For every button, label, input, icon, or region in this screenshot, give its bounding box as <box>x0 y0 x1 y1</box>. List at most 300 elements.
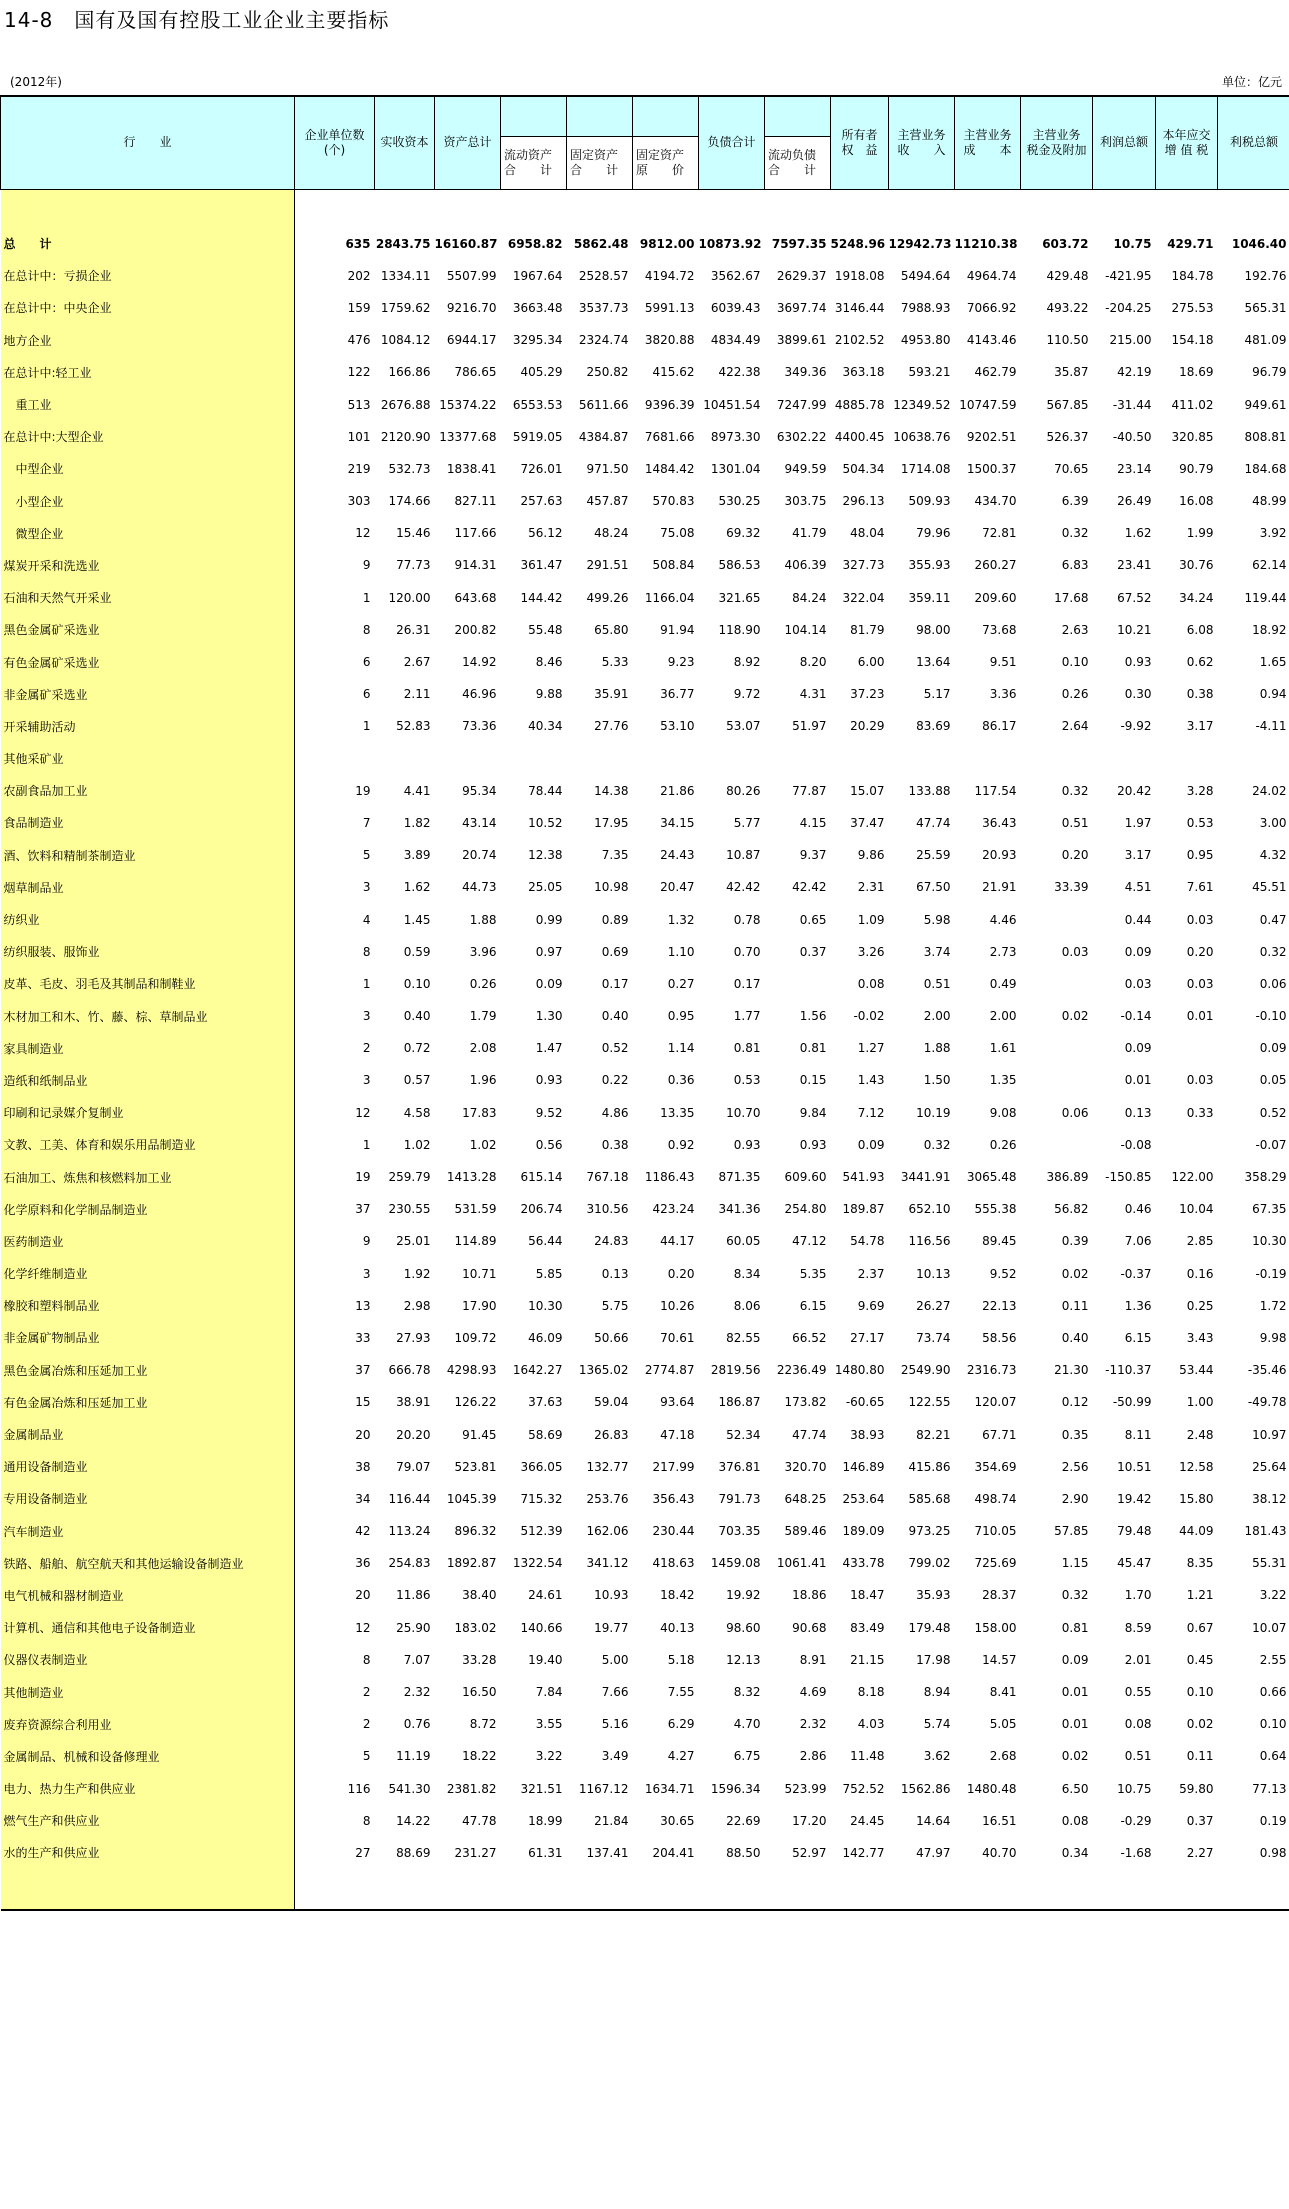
table-cell: 0.03 <box>1124 976 1152 991</box>
industry-name: 电力、热力生产和供应业 <box>1 1773 295 1805</box>
table-cell: 90.79 <box>1179 461 1214 476</box>
table-cell: 144.42 <box>520 590 563 605</box>
table-cell: 9.23 <box>667 655 695 670</box>
table-cell: 24.43 <box>660 848 695 863</box>
table-cell: 13.64 <box>916 655 951 670</box>
table-cell: 118.90 <box>718 622 761 637</box>
table-cell: 116.44 <box>388 1491 431 1506</box>
table-cell: 162.06 <box>586 1524 629 1539</box>
table-cell: 1.56 <box>799 1009 827 1024</box>
table-cell: 57.85 <box>1054 1524 1089 1539</box>
table-cell: 1.43 <box>857 1073 885 1088</box>
table-cell: 146.89 <box>842 1459 885 1474</box>
table-cell: 5991.13 <box>644 300 695 315</box>
table-cell: 83.69 <box>916 719 951 734</box>
industry-name: 非金属矿采选业 <box>1 678 295 710</box>
table-cell: 5.16 <box>601 1717 629 1732</box>
table-row <box>1 1354 1289 1386</box>
table-cell: 4.58 <box>403 1105 431 1120</box>
table-cell: 2.63 <box>1061 622 1089 637</box>
table-cell: 415.86 <box>908 1459 951 1474</box>
table-cell <box>1218 743 1289 775</box>
table-cell: 6.00 <box>857 655 885 670</box>
table-cell: 2.56 <box>1061 1459 1089 1474</box>
table-cell: 0.38 <box>601 1137 629 1152</box>
table-cell: 11210.38 <box>954 236 1018 251</box>
table-row <box>1 1773 1289 1805</box>
table-row <box>1 1129 1289 1161</box>
table-cell: 230.44 <box>652 1524 695 1539</box>
table-cell <box>1093 743 1156 775</box>
table-cell: 79.07 <box>396 1459 431 1474</box>
table-cell: 259.79 <box>388 1170 431 1185</box>
table-cell: 83.49 <box>850 1620 885 1635</box>
table-cell: 1.27 <box>857 1041 885 1056</box>
table-cell: 5919.05 <box>512 429 563 444</box>
table-cell: 725.69 <box>974 1556 1017 1571</box>
industry-name: 专用设备制造业 <box>1 1483 295 1515</box>
table-cell: 354.69 <box>974 1459 1017 1474</box>
table-cell: 14.57 <box>982 1652 1017 1667</box>
table-cell: 41.79 <box>792 526 827 541</box>
table-cell: 69.32 <box>726 526 761 541</box>
table-cell: 973.25 <box>908 1524 951 1539</box>
table-cell: 91.94 <box>660 622 695 637</box>
table-cell: 12 <box>355 1620 371 1635</box>
table-cell: 7066.92 <box>966 300 1017 315</box>
table-cell: 6.50 <box>1061 1781 1089 1796</box>
table-row <box>1 1805 1289 1837</box>
industry-name: 在总计中:大型企业 <box>1 421 295 453</box>
industry-name: 石油和天然气开采业 <box>1 582 295 614</box>
table-cell: 0.52 <box>1259 1105 1287 1120</box>
table-cell: 15 <box>355 1395 371 1410</box>
table-cell: 9.52 <box>989 1266 1017 1281</box>
table-cell: 48.04 <box>850 526 885 541</box>
table-cell: 3.92 <box>1259 526 1287 541</box>
table-cell: 321.51 <box>520 1781 563 1796</box>
table-cell: 38 <box>355 1459 371 1474</box>
table-cell: -0.08 <box>1120 1137 1152 1152</box>
industry-name: 仪器仪表制造业 <box>1 1644 295 1676</box>
table-cell: 250.82 <box>586 365 629 380</box>
table-cell: 90.68 <box>792 1620 827 1635</box>
table-cell: 159 <box>347 300 371 315</box>
table-cell: -9.92 <box>1120 719 1152 734</box>
table-cell: 0.67 <box>1186 1620 1214 1635</box>
table-cell: 15.07 <box>850 783 885 798</box>
table-cell: 24.61 <box>528 1588 563 1603</box>
table-cell: 28.37 <box>982 1588 1017 1603</box>
industry-name: 在总计中：中央企业 <box>1 292 295 324</box>
table-cell: 48.24 <box>594 526 629 541</box>
table-cell: 10.13 <box>916 1266 951 1281</box>
table-cell: 173.82 <box>784 1395 827 1410</box>
table-cell: 0.26 <box>989 1137 1017 1152</box>
table-cell: 349.36 <box>784 365 827 380</box>
table-cell: 1365.02 <box>578 1363 629 1378</box>
table-cell: 15374.22 <box>439 397 497 412</box>
table-cell: 526.37 <box>1046 429 1089 444</box>
table-cell: 0.01 <box>1124 1073 1152 1088</box>
table-cell: -150.85 <box>1105 1170 1152 1185</box>
table-cell: 8.11 <box>1124 1427 1152 1442</box>
table-cell: 26.49 <box>1117 494 1152 509</box>
table-cell: 7.84 <box>535 1685 563 1700</box>
table-cell: 184.78 <box>1171 268 1214 283</box>
table-cell: 4.41 <box>403 783 431 798</box>
table-cell: 16.08 <box>1179 494 1214 509</box>
table-cell: 429.71 <box>1167 236 1214 251</box>
table-cell <box>375 743 435 775</box>
year-label: (2012年) <box>10 75 62 89</box>
table-cell: 33.28 <box>462 1652 497 1667</box>
table-cell: 154.18 <box>1171 333 1214 348</box>
table-cell: 6 <box>362 687 371 702</box>
table-cell: 5248.96 <box>830 236 886 251</box>
table-cell: 12.13 <box>726 1652 761 1667</box>
table-cell: 1.02 <box>403 1137 431 1152</box>
table-cell: 1459.08 <box>710 1556 761 1571</box>
table-cell: 122.55 <box>908 1395 951 1410</box>
table-cell: 914.31 <box>454 558 497 573</box>
industry-name: 有色金属矿采选业 <box>1 646 295 678</box>
table-cell: 3.43 <box>1186 1330 1214 1345</box>
table-cell: 0.55 <box>1124 1685 1152 1700</box>
table-cell: 703.35 <box>718 1524 761 1539</box>
table-cell: 2819.56 <box>710 1363 761 1378</box>
table-row <box>1 936 1289 968</box>
table-cell: 101 <box>347 429 371 444</box>
table-row <box>1 1515 1289 1547</box>
table-cell: 18.99 <box>528 1813 563 1828</box>
table-cell: 2120.90 <box>380 429 431 444</box>
table-cell: 11.86 <box>396 1588 431 1603</box>
table-cell: 1.32 <box>667 912 695 927</box>
table-cell: 3562.67 <box>710 268 761 283</box>
table-cell: 36.43 <box>982 815 1017 830</box>
table-cell: 5862.48 <box>573 236 629 251</box>
table-cell: 715.32 <box>520 1491 563 1506</box>
table-cell: 114.89 <box>454 1234 497 1249</box>
table-cell: -0.29 <box>1120 1813 1152 1828</box>
table-cell: 3.96 <box>469 944 497 959</box>
table-cell: 10873.92 <box>698 236 762 251</box>
table-cell: 3.74 <box>923 944 951 959</box>
table-cell: 10.30 <box>1252 1234 1287 1249</box>
table-cell: 55.48 <box>528 622 563 637</box>
header-tax: 主营业务 税金及附加 <box>1021 96 1093 189</box>
unit-label: 单位：亿元 <box>1221 75 1282 89</box>
table-cell: 5.77 <box>733 815 761 830</box>
table-cell: 26.27 <box>916 1298 951 1313</box>
table-cell: 37.23 <box>850 687 885 702</box>
table-cell: 593.21 <box>908 365 951 380</box>
table-cell: 19 <box>355 783 371 798</box>
table-cell: 2528.57 <box>578 268 629 283</box>
industry-name: 其他采矿业 <box>1 743 295 775</box>
table-cell: 10.07 <box>1252 1620 1287 1635</box>
table-cell: 4953.80 <box>900 333 951 348</box>
table-cell: 56.44 <box>528 1234 563 1249</box>
table-cell: 79.48 <box>1117 1524 1152 1539</box>
table-cell: -110.37 <box>1105 1363 1152 1378</box>
table-cell: -1.68 <box>1120 1845 1152 1860</box>
table-cell <box>567 743 633 775</box>
table-row <box>1 710 1289 742</box>
table-cell: 38.93 <box>850 1427 885 1442</box>
table-cell: 1046.40 <box>1231 236 1287 251</box>
table-cell: 9.86 <box>857 848 885 863</box>
table-cell: 589.46 <box>784 1524 827 1539</box>
table-cell: 2.32 <box>799 1717 827 1732</box>
table-cell: 0.20 <box>1061 848 1089 863</box>
table-cell: 6553.53 <box>512 397 563 412</box>
table-cell: 1322.54 <box>512 1556 563 1571</box>
table-cell: 2.31 <box>857 880 885 895</box>
table-cell: 122.00 <box>1171 1170 1214 1185</box>
table-cell: 0.52 <box>601 1041 629 1056</box>
table-cell: 58.69 <box>528 1427 563 1442</box>
table-cell: 0.32 <box>1061 526 1089 541</box>
table-row <box>1 1837 1289 1869</box>
table-cell: 21.30 <box>1054 1363 1089 1378</box>
table-cell: 47.78 <box>462 1813 497 1828</box>
table-cell: 9.98 <box>1259 1330 1287 1345</box>
table-cell: 230.55 <box>388 1202 431 1217</box>
table-cell: 5.75 <box>601 1298 629 1313</box>
table-row <box>1 324 1289 356</box>
table-cell: 42 <box>355 1524 371 1539</box>
table-cell: 4.46 <box>989 912 1017 927</box>
table-row <box>1 968 1289 1000</box>
table-cell: 40.70 <box>982 1845 1017 1860</box>
table-row <box>1 614 1289 646</box>
table-cell <box>1021 1129 1093 1161</box>
table-cell: 513 <box>347 397 371 412</box>
table-cell: 65.80 <box>594 622 629 637</box>
table-cell: 0.32 <box>923 1137 951 1152</box>
table-cell: 26.83 <box>594 1427 629 1442</box>
table-cell: 0.08 <box>1124 1717 1152 1732</box>
table-cell: 0.93 <box>799 1137 827 1152</box>
table-cell: 20.74 <box>462 848 497 863</box>
table-cell: 7988.93 <box>900 300 951 315</box>
table-cell: 55.31 <box>1252 1556 1287 1571</box>
table-cell: 1480.80 <box>834 1363 885 1378</box>
table-cell <box>889 743 955 775</box>
industry-name: 开采辅助活动 <box>1 710 295 742</box>
industry-name: 其他制造业 <box>1 1676 295 1708</box>
table-cell: 3663.48 <box>512 300 563 315</box>
table-cell: -0.14 <box>1120 1009 1152 1024</box>
table-cell <box>633 743 699 775</box>
table-cell: 4.32 <box>1259 848 1287 863</box>
table-cell: 0.62 <box>1186 655 1214 670</box>
table-cell: 320.70 <box>784 1459 827 1474</box>
table-cell: 88.69 <box>396 1845 431 1860</box>
table-cell: 9396.39 <box>644 397 695 412</box>
table-cell: 1642.27 <box>512 1363 563 1378</box>
industry-name: 计算机、通信和其他电子设备制造业 <box>1 1612 295 1644</box>
table-cell: 6.29 <box>667 1717 695 1732</box>
table-cell: 96.79 <box>1252 365 1287 380</box>
table-cell: 1.62 <box>1124 526 1152 541</box>
table-cell: 386.89 <box>1046 1170 1089 1185</box>
table-cell: 10.26 <box>660 1298 695 1313</box>
table-cell: 2629.37 <box>776 268 827 283</box>
table-cell: 8.34 <box>733 1266 761 1281</box>
table-cell: 2.67 <box>403 655 431 670</box>
table-cell: 1186.43 <box>644 1170 695 1185</box>
table-cell: 1918.08 <box>834 268 885 283</box>
table-cell: 949.61 <box>1244 397 1287 412</box>
table-cell: 53.44 <box>1179 1363 1214 1378</box>
table-cell: 34.24 <box>1179 590 1214 605</box>
table-cell: 77.73 <box>396 558 431 573</box>
table-cell: 27 <box>355 1845 371 1860</box>
table-cell: 508.84 <box>652 558 695 573</box>
table-cell: 179.48 <box>908 1620 951 1635</box>
table-cell: 56.82 <box>1054 1202 1089 1217</box>
industry-name: 煤炭开采和洗选业 <box>1 549 295 581</box>
industry-name: 石油加工、炼焦和核燃料加工业 <box>1 1161 295 1193</box>
table-cell: 8 <box>362 1813 371 1828</box>
table-cell: 26.31 <box>396 622 431 637</box>
table-cell: 504.34 <box>842 461 885 476</box>
table-cell <box>1156 1129 1218 1161</box>
table-cell: 62.14 <box>1252 558 1287 573</box>
table-cell <box>831 743 889 775</box>
table-row <box>1 1644 1289 1676</box>
table-cell: 1.70 <box>1124 1588 1152 1603</box>
table-cell: 10.71 <box>462 1266 497 1281</box>
table-cell: 6.75 <box>733 1749 761 1764</box>
table-cell: 1.09 <box>857 912 885 927</box>
table-cell: 25.64 <box>1252 1459 1287 1474</box>
table-cell: 457.87 <box>586 494 629 509</box>
table-cell <box>765 743 831 775</box>
table-cell: 75.08 <box>660 526 695 541</box>
table-cell: 3 <box>362 880 371 895</box>
table-cell: 4194.72 <box>644 268 695 283</box>
table-cell: 8.18 <box>857 1685 885 1700</box>
table-cell <box>765 968 831 1000</box>
industry-name: 化学纤维制造业 <box>1 1258 295 1290</box>
table-cell: 6.39 <box>1061 494 1089 509</box>
table-cell: 355.93 <box>908 558 951 573</box>
table-cell: 95.34 <box>462 783 497 798</box>
table-cell: 186.87 <box>718 1395 761 1410</box>
table-cell: 113.24 <box>388 1524 431 1539</box>
table-cell: 1.10 <box>667 944 695 959</box>
table-cell: 53.10 <box>660 719 695 734</box>
table-cell: 2.32 <box>403 1685 431 1700</box>
table-cell: 5.98 <box>923 912 951 927</box>
table-cell: 8.06 <box>733 1298 761 1313</box>
table-cell: 3.17 <box>1186 719 1214 734</box>
table-cell: 6.15 <box>1124 1330 1152 1345</box>
industry-name: 食品制造业 <box>1 807 295 839</box>
table-cell: 3.28 <box>1186 783 1214 798</box>
table-cell: 42.42 <box>726 880 761 895</box>
table-cell: 3.36 <box>989 687 1017 702</box>
table-cell: 10.51 <box>1117 1459 1152 1474</box>
table-cell: 0.51 <box>1061 815 1089 830</box>
table-cell: -0.37 <box>1120 1266 1152 1281</box>
table-cell: 12 <box>355 526 371 541</box>
table-cell: 1.36 <box>1124 1298 1152 1313</box>
table-cell: 4.27 <box>667 1749 695 1764</box>
table-cell: 0.08 <box>1061 1813 1089 1828</box>
table-cell: 532.73 <box>388 461 431 476</box>
table-cell: 5494.64 <box>900 268 951 283</box>
table-cell: 37.63 <box>528 1395 563 1410</box>
table-cell: 422.38 <box>718 365 761 380</box>
table-cell: 116.56 <box>908 1234 951 1249</box>
table-cell: 0.89 <box>601 912 629 927</box>
header-fixed-assets: 固定资产 合 计 <box>567 136 633 189</box>
table-cell: 0.56 <box>535 1137 563 1152</box>
table-cell: 40.13 <box>660 1620 695 1635</box>
table-cell: 12349.52 <box>893 397 951 412</box>
table-cell: 8.94 <box>923 1685 951 1700</box>
table-cell: 21.91 <box>982 880 1017 895</box>
table-cell: 1.88 <box>469 912 497 927</box>
table-cell: 434.70 <box>974 494 1017 509</box>
table-cell: 23.14 <box>1117 461 1152 476</box>
table-cell: 476 <box>347 333 371 348</box>
table-cell: 27.76 <box>594 719 629 734</box>
table-cell: 37.47 <box>850 815 885 830</box>
table-cell: 3 <box>362 1009 371 1024</box>
table-cell <box>1021 1064 1093 1096</box>
table-cell: 0.02 <box>1186 1717 1214 1732</box>
table-cell: 541.30 <box>388 1781 431 1796</box>
table-cell: 27.93 <box>396 1330 431 1345</box>
table-cell: 4.69 <box>799 1685 827 1700</box>
table-cell: 2102.52 <box>834 333 885 348</box>
table-row <box>1 1418 1289 1450</box>
table-cell: 70.61 <box>660 1330 695 1345</box>
table-cell: 254.80 <box>784 1202 827 1217</box>
table-cell: 0.44 <box>1124 912 1152 927</box>
table-cell: 140.66 <box>520 1620 563 1635</box>
table-cell: 88.50 <box>726 1845 761 1860</box>
table-cell: 27.17 <box>850 1330 885 1345</box>
table-cell: 4.31 <box>799 687 827 702</box>
table-cell: 59.04 <box>594 1395 629 1410</box>
table-cell: 18.92 <box>1252 622 1287 637</box>
table-cell: 47.12 <box>792 1234 827 1249</box>
table-row <box>1 228 1289 260</box>
table-cell: 12 <box>355 1105 371 1120</box>
table-cell <box>295 743 375 775</box>
table-cell: 310.56 <box>586 1202 629 1217</box>
table-cell: 8.41 <box>989 1685 1017 1700</box>
table-cell: 4384.87 <box>578 429 629 444</box>
table-cell: 33.39 <box>1054 880 1089 895</box>
table-cell: 512.39 <box>520 1524 563 1539</box>
table-cell: 82.55 <box>726 1330 761 1345</box>
table-cell: 1500.37 <box>966 461 1017 476</box>
industry-name: 燃气生产和供应业 <box>1 1805 295 1837</box>
table-cell: 0.02 <box>1061 1749 1089 1764</box>
table-cell: 0.17 <box>733 976 761 991</box>
table-row <box>1 517 1289 549</box>
table-cell: 2.01 <box>1124 1652 1152 1667</box>
table-cell: 24.02 <box>1252 783 1287 798</box>
